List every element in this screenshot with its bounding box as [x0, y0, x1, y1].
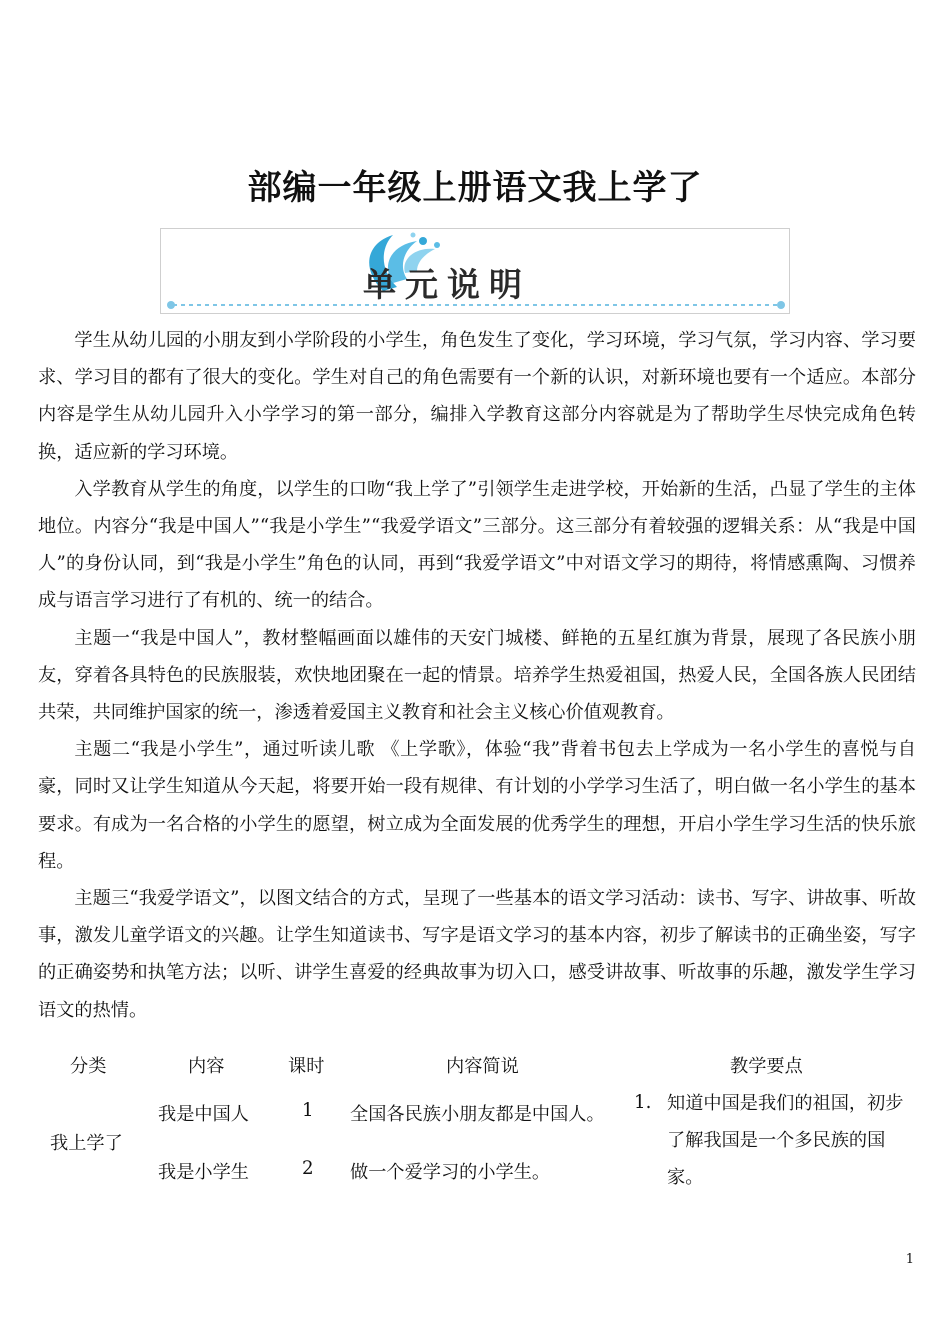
paragraph: 主题三“我爱学语文”，以图文结合的方式，呈现了一些基本的语文学习活动：读书、写字、讲故事、听故事，激发儿童学语文的兴趣。让学生知道读书、写字是语文学习的基本内容，初步了解读书的正确坐姿，写字的正确姿势和执笔方法；以听、讲学生喜爱的经典故事为切入口，感受讲故事、听故事的乐趣，激发学生学习语文的热情。	[38, 888, 916, 1021]
table-header-category: 分类	[70, 1056, 107, 1077]
table-cell-summary: 全国各民族小朋友都是中国人。	[350, 1104, 605, 1125]
point-text: 知道中国是我们的祖国，初步了解我国是一个多民族的国家。	[667, 1093, 904, 1188]
table-cell-hours: 2	[302, 1158, 314, 1179]
banner-title: 单元说明	[363, 265, 531, 304]
table-header-hours: 课时	[288, 1056, 325, 1077]
paragraph: 入学教育从学生的角度，以学生的口吻“我上学了”引领学生走进学校，开始新的生活，凸显了学生的主体地位。内容分“我是中国人”“我是小学生”“我爱学语文”三部分。这三部分有着较强的逻辑关系：从“我是中国人”的身份认同，到“我是小学生”角色的认同，再到“我爱学语文”中对语文学习的期待，将情感熏陶、习惯养成与语言学习进行了有机的、统一的结合。	[38, 478, 916, 612]
paragraph: 学生从幼儿园的小朋友到小学阶段的小学生，角色发生了变化，学习环境，学习气氛，学习内容、学习要求、学习目的都有了很大的变化。学生对自己的角色需要有一个新的认识，对新环境也要有一个适应。本部分内容是学生从幼儿园升入小学学习的第一部分，编排入学教育这部分内容就是为了帮助学生尽快完成角色转换，适应新的学习环境。	[38, 330, 916, 463]
paragraph: 主题一“我是中国人”，教材整幅画面以雄伟的天安门城楼、鲜艳的五星红旗为背景，展现了各民族小朋友，穿着各具特色的民族服装，欢快地团聚在一起的情景。培养学生热爱祖国，热爱人民，全国各族人民团结共荣，共同维护国家的统一，渗透着爱国主义教育和社会主义核心价值观教育。	[38, 627, 916, 724]
paragraph: 主题二“我是小学生”，通过听读儿歌 《上学歌》，体验“我”背着书包去上学成为一名小学生的喜悦与自豪，同时又让学生知道从今天起，将要开始一段有规律、有计划的小学学习生活了，明白做一名小学生的基本要求。有成为一名合格的小学生的愿望，树立成为全面发展的优秀学生的理想，开启小学生学习生活的快乐旅程。	[38, 739, 916, 872]
table-header-content: 内容	[188, 1056, 225, 1077]
table-category: 我上学了	[50, 1133, 123, 1154]
table-header-points: 教学要点	[730, 1056, 803, 1077]
table-cell-content: 我是小学生	[158, 1162, 249, 1183]
table-header-summary: 内容简说	[446, 1056, 519, 1077]
page-title: 部编一年级上册语文我上学了	[247, 168, 703, 208]
point-number: 1.	[634, 1092, 652, 1113]
page-number: 1	[905, 1252, 914, 1267]
table-cell-summary: 做一个爱学习的小学生。	[350, 1162, 551, 1183]
table-cell-content: 我是中国人	[158, 1104, 249, 1125]
table-cell-hours: 1	[302, 1100, 314, 1121]
